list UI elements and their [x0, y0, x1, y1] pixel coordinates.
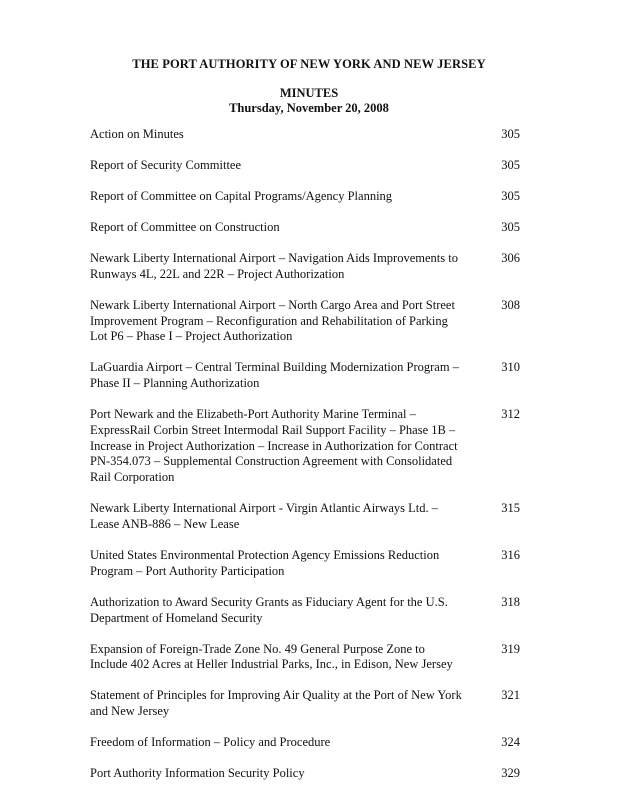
toc-item-page: 319	[501, 641, 520, 656]
toc-item-north-cargo-area	[90, 298, 520, 345]
toc-item-page: 312	[501, 407, 520, 422]
toc-item-text: Action on Minutes	[90, 127, 184, 141]
toc-item-laguardia-terminal	[90, 360, 520, 392]
toc-item-text: LaGuardia Airport – Central Terminal Building Modernization Program – Phase II – Planning Authorization	[90, 360, 459, 391]
toc-item-information-security	[90, 766, 520, 782]
toc-item-text: United States Environmental Protection Agency Emissions Reduction Program – Port Authority Participation	[90, 548, 440, 578]
toc-item-page: 315	[501, 501, 520, 516]
document-title: MINUTES	[279, 86, 339, 100]
toc-item-security-committee	[90, 158, 520, 174]
toc-item-page: 310	[501, 360, 520, 375]
toc-item-text: Authorization to Award Security Grants as Fiduciary Agent for the U.S. Department of Homeland Security	[90, 594, 448, 625]
toc-item-text: Report of Committee on Construction	[90, 219, 280, 234]
toc-item-text: Port Newark and the Elizabeth-Port Authority Marine Terminal – ExpressRail Corbin Street Intermodal Rail Support Facility – Phase 1B – Increase in Project Authorization – Increase in Authorization for Contract PN-354.073 – Supplemental Construction Agreement with Consolidated Rail Corporation	[90, 407, 458, 485]
toc-item-page: 305	[501, 188, 520, 203]
toc-item-freedom-of-information	[90, 735, 520, 751]
toc-item-virgin-atlantic	[90, 501, 520, 533]
toc-item-page: 316	[501, 548, 520, 563]
toc-item-security-grants	[90, 595, 520, 627]
toc-item-text: Report of Committee on Capital Programs/Agency Planning	[90, 188, 393, 203]
toc-item-text: Expansion of Foreign-Trade Zone No. 49 General Purpose Zone to Include 402 Acres at Heller Industrial Parks, Inc., in Edison, New Jersey	[90, 641, 453, 672]
toc-item-page: 305	[501, 219, 520, 234]
toc-item-text: Freedom of Information – Policy and Procedure	[90, 735, 331, 750]
toc-item-text: Newark Liberty International Airport – North Cargo Area and Port Street Improvement Program – Reconfiguration and Rehabilitation of Parking Lot P6 – Phase I – Project Authorization	[90, 297, 455, 344]
toc-item-foreign-trade-zone	[90, 642, 520, 674]
meeting-date: Thursday, November 20, 2008	[229, 101, 389, 115]
toc-item-page: 306	[501, 250, 520, 265]
toc-item-expressrail	[90, 407, 520, 486]
toc-item-page: 318	[501, 594, 520, 609]
toc-item-text: Newark Liberty International Airport – Navigation Aids Improvements to Runways 4L, 22L and 22R – Project Authorization	[90, 250, 458, 281]
toc-item-page: 308	[501, 297, 520, 312]
toc-item-navigation-aids	[90, 251, 520, 283]
toc-item-page: 321	[501, 688, 520, 703]
toc-item-capital-programs	[90, 189, 520, 205]
toc-item-text: Newark Liberty International Airport - Virgin Atlantic Airways Ltd. – Lease ANB-886 – New Lease	[90, 501, 439, 532]
toc-item-page: 305	[501, 127, 520, 141]
toc-item-action-on-minutes	[90, 127, 520, 143]
toc-item-text: Port Authority Information Security Policy	[90, 766, 305, 781]
organization-title: THE PORT AUTHORITY OF NEW YORK AND NEW JERSEY	[132, 57, 486, 71]
toc-item-epa-emissions	[90, 548, 520, 580]
toc-item-air-quality	[90, 688, 520, 720]
toc-item-text: Report of Security Committee	[90, 157, 242, 172]
toc-item-page: 305	[501, 157, 520, 172]
table-of-contents	[90, 127, 520, 797]
toc-item-page: 329	[501, 766, 520, 781]
toc-item-construction	[90, 220, 520, 236]
toc-item-page: 324	[501, 735, 520, 750]
toc-item-text: Statement of Principles for Improving Air Quality at the Port of New York and New Jersey	[90, 688, 462, 719]
